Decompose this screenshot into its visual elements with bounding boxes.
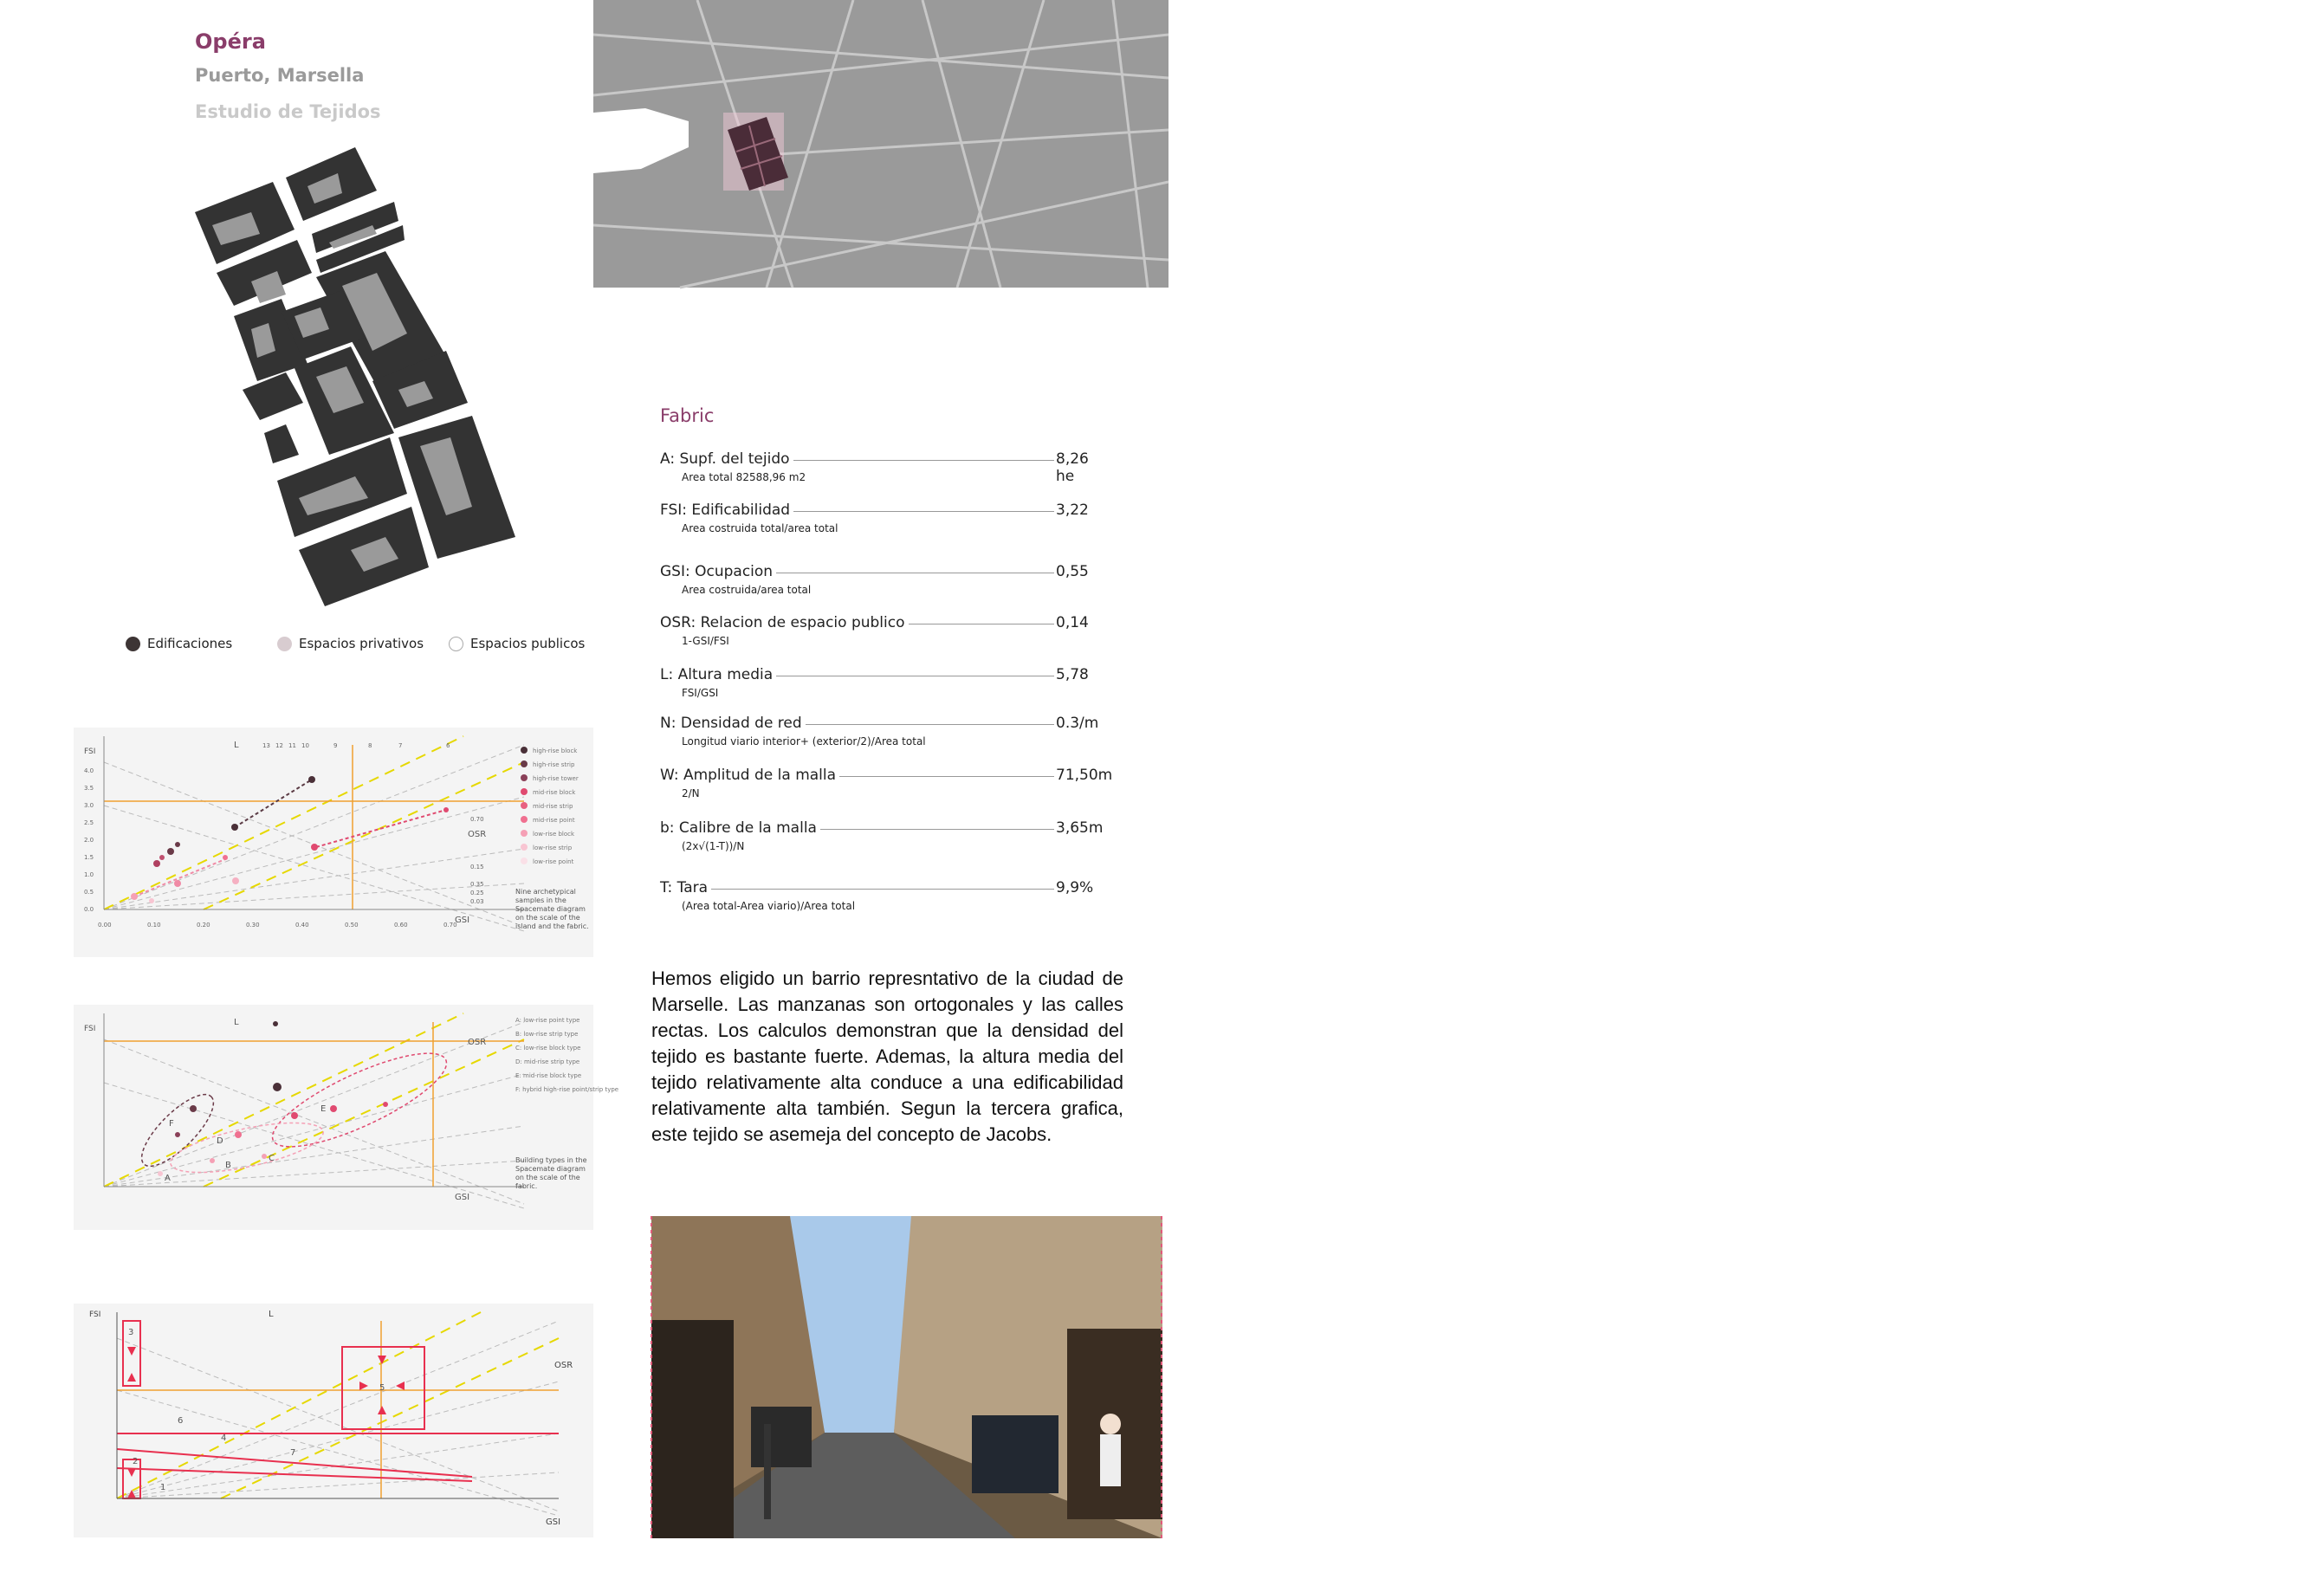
fabric-row xyxy=(660,502,1110,534)
fabric-value: 0.3/m xyxy=(1056,715,1099,732)
zone-label: 1 xyxy=(160,1483,166,1492)
data-point xyxy=(291,1112,298,1119)
x-axis-label: GSI xyxy=(455,916,470,925)
legend-item-public: Espacios publicos xyxy=(449,636,585,651)
fabric-label: L: Altura media xyxy=(660,666,776,683)
legend-item-buildings: Edificaciones xyxy=(126,636,232,651)
legend-entry: mid-rise point xyxy=(533,817,575,824)
fabric-label: W: Amplitud de la malla xyxy=(660,767,839,784)
x-tick: 0.60 xyxy=(394,922,408,929)
data-point xyxy=(223,855,228,860)
fabric-formula: 2/N xyxy=(682,787,700,799)
cluster-label: D xyxy=(217,1136,223,1146)
data-point xyxy=(311,844,318,851)
data-point xyxy=(308,776,315,783)
legend-entry: E: mid-rise block type xyxy=(515,1072,582,1079)
l-tick: 12 xyxy=(275,742,283,749)
data-point xyxy=(231,824,238,831)
l-tick: 10 xyxy=(301,742,309,749)
osr-label: OSR xyxy=(468,830,487,839)
x-tick: 0.20 xyxy=(197,922,210,929)
fabric-label: FSI: Edificabilidad xyxy=(660,502,793,519)
legend-entry: D: mid-rise strip type xyxy=(515,1058,580,1065)
fabric-row xyxy=(660,819,1110,852)
fabric-formula: (2x√(1-T))/N xyxy=(682,840,745,852)
y-tick: 3.5 xyxy=(84,785,94,792)
data-point xyxy=(159,855,165,860)
fabric-label: b: Calibre de la malla xyxy=(660,819,820,837)
fabric-row xyxy=(660,450,1110,483)
fabric-row xyxy=(660,715,1110,747)
fabric-label: A: Supf. del tejido xyxy=(660,450,793,468)
legend-entry: high-rise tower xyxy=(533,775,579,782)
data-point xyxy=(190,1105,197,1112)
fabric-formula: Area costruida total/area total xyxy=(682,522,838,534)
fabric-value: 0,55 xyxy=(1056,563,1089,580)
satellite-map-image xyxy=(593,0,1168,288)
data-point xyxy=(131,893,138,900)
spacemate-chart-1 xyxy=(74,728,593,957)
fabric-heading: Fabric xyxy=(660,405,715,426)
cluster-label: F xyxy=(169,1119,174,1129)
legend-entry: high-rise strip xyxy=(533,761,575,768)
y-tick: 2.0 xyxy=(84,837,94,844)
l-tick: 6 xyxy=(446,742,450,749)
spacemate-chart-3 xyxy=(74,1304,593,1537)
leader-line xyxy=(660,889,1054,890)
osr-label: OSR xyxy=(468,1038,487,1047)
l-tick: 13 xyxy=(262,742,270,749)
legend-entry: B: low-rise strip type xyxy=(515,1031,579,1038)
x-tick: 0.50 xyxy=(345,922,359,929)
data-point xyxy=(175,1132,180,1137)
data-point xyxy=(158,1171,163,1176)
zone-label: 2 xyxy=(133,1457,139,1466)
cluster-label: E xyxy=(320,1104,327,1114)
zone-label: 4 xyxy=(221,1433,227,1443)
osr-tick: 0.03 xyxy=(470,898,484,905)
y-tick: 4.0 xyxy=(84,767,94,774)
data-point xyxy=(383,1102,388,1107)
page-subtitle: Puerto, Marsella xyxy=(195,65,365,86)
y-tick: 1.0 xyxy=(84,871,94,878)
fabric-row xyxy=(660,563,1110,596)
page-subsubtitle: Estudio de Tejidos xyxy=(195,101,381,122)
l-label: L xyxy=(234,1018,239,1027)
l-tick: 11 xyxy=(288,742,296,749)
cluster-label: B xyxy=(225,1161,231,1170)
y-axis-label: FSI xyxy=(84,747,96,756)
fabric-row xyxy=(660,614,1110,647)
chart-note: Nine archetypical samples in the Spacemate diagram on the scale of the island and the fabric. xyxy=(515,888,589,930)
legend-dot xyxy=(277,637,292,651)
data-point xyxy=(175,842,180,847)
osr-tick: 0.35 xyxy=(470,881,484,888)
y-tick: 0.0 xyxy=(84,906,94,913)
legend-entry: F: hybrid high-rise point/strip type xyxy=(515,1086,619,1093)
data-point xyxy=(235,1131,242,1138)
l-label: L xyxy=(269,1310,274,1319)
osr-label: OSR xyxy=(554,1361,573,1370)
fabric-value: 9,9% xyxy=(1056,879,1094,896)
legend-dot xyxy=(449,637,463,651)
x-tick: 0.70 xyxy=(443,922,457,929)
legend-entry: mid-rise strip xyxy=(533,803,573,810)
data-point xyxy=(174,880,181,887)
fabric-formula: 1-GSI/FSI xyxy=(682,635,729,647)
fabric-value: 5,78 xyxy=(1056,666,1089,683)
legend-entry: C: low-rise block type xyxy=(515,1045,581,1052)
y-axis-label: FSI xyxy=(89,1310,101,1319)
x-tick: 0.40 xyxy=(295,922,309,929)
x-tick: 0.30 xyxy=(246,922,260,929)
data-point xyxy=(262,1154,267,1159)
fabric-row xyxy=(660,879,1110,912)
legend-entry: low-rise block xyxy=(533,831,575,838)
x-axis-label: GSI xyxy=(455,1193,470,1202)
osr-tick: 0.15 xyxy=(470,864,484,870)
l-tick: 7 xyxy=(398,742,403,749)
fabric-formula: Area total 82588,96 m2 xyxy=(682,471,806,483)
fabric-row xyxy=(660,666,1110,699)
data-point xyxy=(273,1083,282,1091)
fabric-value: 3,65m xyxy=(1056,819,1104,837)
legend-entry: low-rise strip xyxy=(533,845,573,851)
legend-entry: A: low-rise point type xyxy=(515,1017,580,1024)
legend-entry: mid-rise block xyxy=(533,789,576,796)
fabric-formula: Longitud viario interior+ (exterior/2)/Area total xyxy=(682,735,926,747)
spacemate-chart-2 xyxy=(74,1005,619,1230)
legend-entry: high-rise block xyxy=(533,747,578,754)
data-point xyxy=(153,860,160,867)
zone-label: 7 xyxy=(290,1448,296,1458)
zone-label: 6 xyxy=(178,1416,184,1426)
legend-dot xyxy=(126,637,140,651)
fabric-label: T: Tara xyxy=(660,879,711,896)
chart-note: Building types in the Spacemate diagram on the scale of the fabric. xyxy=(515,1156,587,1190)
page-title: Opéra xyxy=(195,29,266,54)
fabric-value: 71,50m xyxy=(1056,767,1113,784)
y-tick: 1.5 xyxy=(84,854,94,861)
cluster-label: C xyxy=(269,1154,275,1163)
y-tick: 3.0 xyxy=(84,802,94,809)
data-point xyxy=(330,1105,337,1112)
zone-label: 3 xyxy=(128,1328,134,1337)
fabric-value: 0,14 xyxy=(1056,614,1089,631)
legend-entry: low-rise point xyxy=(533,858,574,865)
data-point xyxy=(167,848,174,855)
y-tick: 0.5 xyxy=(84,889,94,896)
street-photo-image xyxy=(651,1216,1162,1538)
fabric-label: OSR: Relacion de espacio publico xyxy=(660,614,909,631)
x-axis-label: GSI xyxy=(546,1518,561,1527)
fabric-label: N: Densidad de red xyxy=(660,715,806,732)
y-axis-label: FSI xyxy=(84,1025,96,1033)
y-tick: 2.5 xyxy=(84,819,94,826)
data-point xyxy=(273,1021,278,1026)
fabric-row xyxy=(660,767,1113,799)
l-label: L xyxy=(234,741,239,750)
description-paragraph: Hemos eligido un barrio represntativo de la ciudad de Marselle. Las manzanas son ortogonales y las calles rectas. Los calculos demonstran que la densidad del tejido es bastante fuerte. Ademas, la altura media del tejido relativamente alta conduce a una edificabilidad relativamente alta también. Segun la tercera grafica, este tejido se asemeja del concepto de Jacobs. xyxy=(651,967,1123,1145)
fabric-formula: (Area total-Area viario)/Area total xyxy=(682,900,856,912)
fabric-formula: Area costruida/area total xyxy=(682,584,812,596)
fabric-value: 3,22 xyxy=(1056,502,1089,519)
osr-tick: 0.25 xyxy=(470,890,484,896)
fabric-label: GSI: Ocupacion xyxy=(660,563,776,580)
data-point xyxy=(210,1158,215,1163)
osr-tick: 0.70 xyxy=(470,816,484,823)
data-point xyxy=(443,807,449,812)
data-point xyxy=(232,877,239,884)
x-tick: 0.10 xyxy=(147,922,161,929)
x-tick: 0.00 xyxy=(98,922,112,929)
legend-item-private: Espacios privativos xyxy=(277,636,424,651)
fabric-formula: FSI/GSI xyxy=(682,687,719,699)
l-tick: 9 xyxy=(333,742,338,749)
block-plan-drawing xyxy=(186,143,524,606)
l-tick: 8 xyxy=(368,742,372,749)
cluster-label: A xyxy=(165,1174,171,1183)
fabric-value: 8,26 he xyxy=(1056,450,1089,485)
data-point xyxy=(149,898,154,903)
zone-label: 5 xyxy=(379,1383,385,1393)
